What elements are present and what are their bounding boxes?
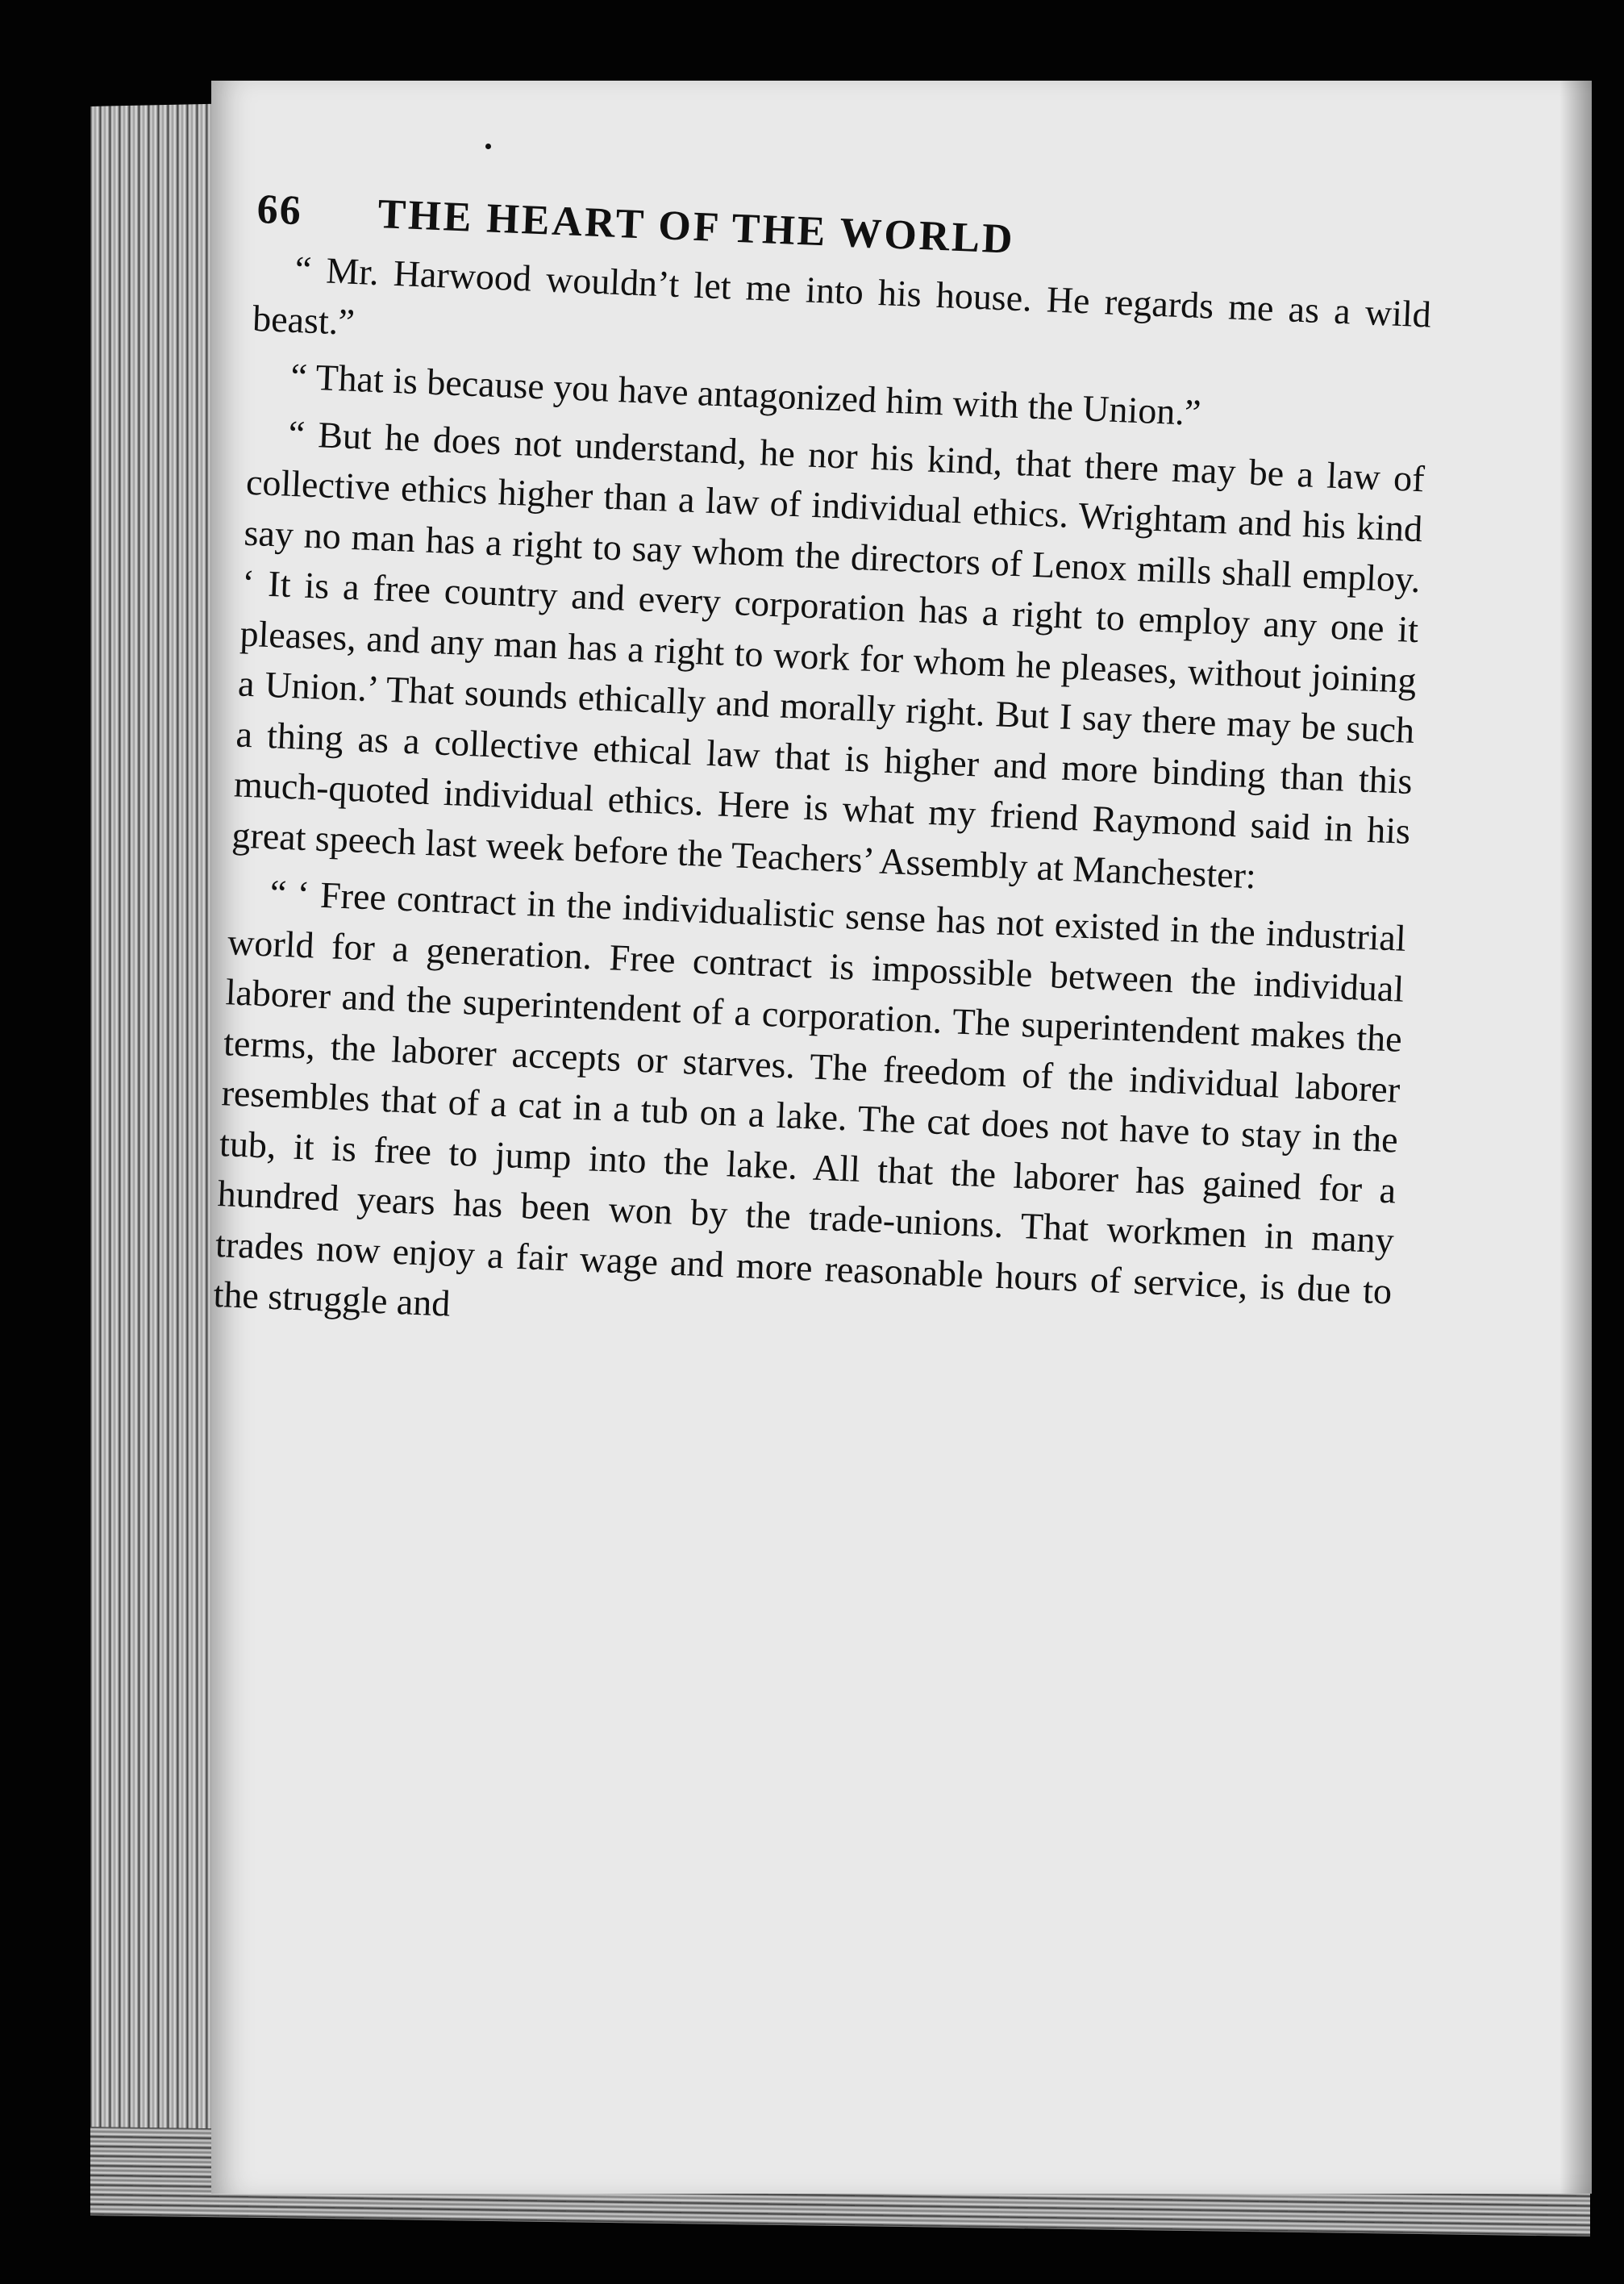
paragraph: “ Mr. Harwood wouldn’t let me into his house. He regards me as a wild beast.” bbox=[252, 248, 1432, 343]
page-gutter-shadow bbox=[1559, 81, 1592, 2194]
paragraph: “ That is because you have antagonized him with the Union.” bbox=[289, 355, 1202, 434]
page-number: 66 bbox=[256, 185, 303, 235]
paragraph: “ But he does not understand, he nor his kind, that there may be a law of collective ethics higher than a law of individual ethics. Wrightam and his kind say no man has a right to say whom the directors of Lenox mills shall employ. ‘ It is a free country and every corporation has a right to employ any one it pleases, and any man has a right to work for whom he pleases, without joining a Union.’ That sounds ethically and morally right. But I say there may be such a thing as a collective ethical law that is higher and more binding than this much-quoted individual ethics. Here is what my friend Raymond said in his great speech last week before the Teachers’ Assembly at Manchester: bbox=[231, 412, 1426, 896]
body-text bbox=[213, 243, 1432, 1367]
ink-speck bbox=[485, 144, 491, 149]
page-content bbox=[213, 185, 1435, 1367]
paragraph: “ ‘ Free contract in the individualistic sense has not existed in the industrial world for a generation. Free contract is impossible between the individual laborer and the superintendent of a corporation. The superintendent makes the terms, the laborer accepts or starves. The freedom of the individual laborer resembles that of a cat in a tub on a lake. The cat does not have to stay in the tub, it is free to jump into the lake. All that the laborer has gained for a hundred years has been won by the trade-unions. That workmen in many trades now enjoy a fair wage and more reasonable hours of service, is due to the struggle and bbox=[212, 872, 1407, 1324]
running-title: THE HEART OF THE WORLD bbox=[377, 191, 1016, 263]
